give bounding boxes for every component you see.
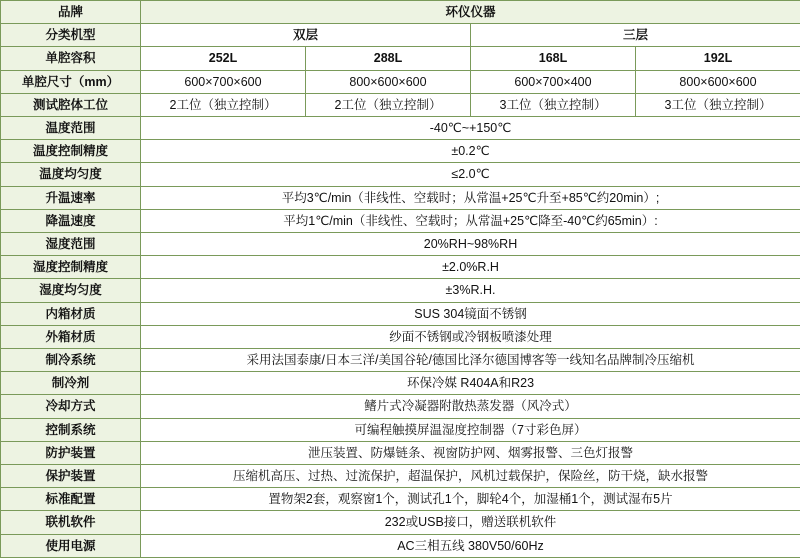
row-label: 湿度均匀度	[1, 279, 141, 302]
type-value-double: 双层	[141, 24, 471, 47]
row-label: 升温速率	[1, 186, 141, 209]
station-value-1: 2工位（独立控制）	[141, 93, 306, 116]
row-label: 使用电源	[1, 534, 141, 557]
row-value: ±3%R.H.	[141, 279, 800, 302]
size-value-3: 600×700×400	[471, 70, 636, 93]
table-row	[1, 534, 800, 557]
brand-value: 环仪仪器	[141, 1, 800, 24]
row-value: ±0.2℃	[141, 140, 800, 163]
row-label-capacity: 单腔容积	[1, 47, 141, 70]
row-label-brand: 品牌	[1, 1, 141, 24]
row-value: 泄压装置、防爆链条、视窗防护网、烟雾报警、三色灯报警	[141, 441, 800, 464]
row-value: 可编程触摸屏温湿度控制器（7寸彩色屏）	[141, 418, 800, 441]
table-row	[1, 395, 800, 418]
row-label: 防护装置	[1, 441, 141, 464]
table-row	[1, 372, 800, 395]
row-value: 232或USB接口，赠送联机软件	[141, 511, 800, 534]
row-label: 内箱材质	[1, 302, 141, 325]
row-value: 平均3℃/min（非线性、空载时；从常温+25℃升至+85℃约20min）;	[141, 186, 800, 209]
row-label: 联机软件	[1, 511, 141, 534]
table-row	[1, 441, 800, 464]
table-row	[1, 163, 800, 186]
row-label: 制冷剂	[1, 372, 141, 395]
table-row	[1, 325, 800, 348]
table-row	[1, 233, 800, 256]
table-row	[1, 488, 800, 511]
capacity-value-4: 192L	[636, 47, 800, 70]
row-value: SUS 304镜面不锈钢	[141, 302, 800, 325]
row-value: 纱面不锈钢或冷钢板喷漆处理	[141, 325, 800, 348]
table-row	[1, 279, 800, 302]
row-value: AC三相五线 380V50/60Hz	[141, 534, 800, 557]
row-label: 外箱材质	[1, 325, 141, 348]
row-value: 置物架2套，观察窗1个，测试孔1个，脚轮4个，加湿桶1个，测试湿布5片	[141, 488, 800, 511]
table-row	[1, 349, 800, 372]
row-value: ≤2.0℃	[141, 163, 800, 186]
row-value: 压缩机高压、过热、过流保护，超温保护，风机过载保护，保险丝，防干烧，缺水报警	[141, 465, 800, 488]
capacity-value-2: 288L	[306, 47, 471, 70]
row-label: 湿度控制精度	[1, 256, 141, 279]
size-value-2: 800×600×600	[306, 70, 471, 93]
table-row-station	[1, 93, 800, 116]
table-row	[1, 209, 800, 232]
table-row	[1, 186, 800, 209]
row-value: 采用法国泰康/日本三洋/美国谷轮/德国比泽尔德国博客等一线知名品牌制冷压缩机	[141, 349, 800, 372]
table-row-size	[1, 70, 800, 93]
row-label: 制冷系统	[1, 349, 141, 372]
station-value-2: 2工位（独立控制）	[306, 93, 471, 116]
table-row	[1, 302, 800, 325]
row-value: ±2.0%R.H	[141, 256, 800, 279]
row-label-size: 单腔尺寸（mm）	[1, 70, 141, 93]
table-row-brand	[1, 1, 800, 24]
row-value: 环保冷媒 R404A和R23	[141, 372, 800, 395]
row-label: 温度均匀度	[1, 163, 141, 186]
row-value: -40℃~+150℃	[141, 117, 800, 140]
table-row	[1, 117, 800, 140]
row-label: 冷却方式	[1, 395, 141, 418]
table-row-type	[1, 24, 800, 47]
row-label: 湿度范围	[1, 233, 141, 256]
table-row-capacity	[1, 47, 800, 70]
row-value: 鳍片式冷凝器附散热蒸发器（风冷式）	[141, 395, 800, 418]
row-value: 20%RH~98%RH	[141, 233, 800, 256]
row-label: 标准配置	[1, 488, 141, 511]
row-label: 降温速度	[1, 209, 141, 232]
table-row	[1, 256, 800, 279]
row-label: 保护装置	[1, 465, 141, 488]
type-value-triple: 三层	[471, 24, 800, 47]
capacity-value-3: 168L	[471, 47, 636, 70]
size-value-1: 600×700×600	[141, 70, 306, 93]
table-row	[1, 140, 800, 163]
row-label-type: 分类机型	[1, 24, 141, 47]
row-label: 控制系统	[1, 418, 141, 441]
station-value-3: 3工位（独立控制）	[471, 93, 636, 116]
table-row	[1, 511, 800, 534]
station-value-4: 3工位（独立控制）	[636, 93, 800, 116]
row-label: 温度控制精度	[1, 140, 141, 163]
table-row	[1, 465, 800, 488]
capacity-value-1: 252L	[141, 47, 306, 70]
row-label-station: 测试腔体工位	[1, 93, 141, 116]
row-label: 温度范围	[1, 117, 141, 140]
row-value: 平均1℃/min（非线性、空载时；从常温+25℃降至-40℃约65min）:	[141, 209, 800, 232]
size-value-4: 800×600×600	[636, 70, 800, 93]
table-row	[1, 418, 800, 441]
